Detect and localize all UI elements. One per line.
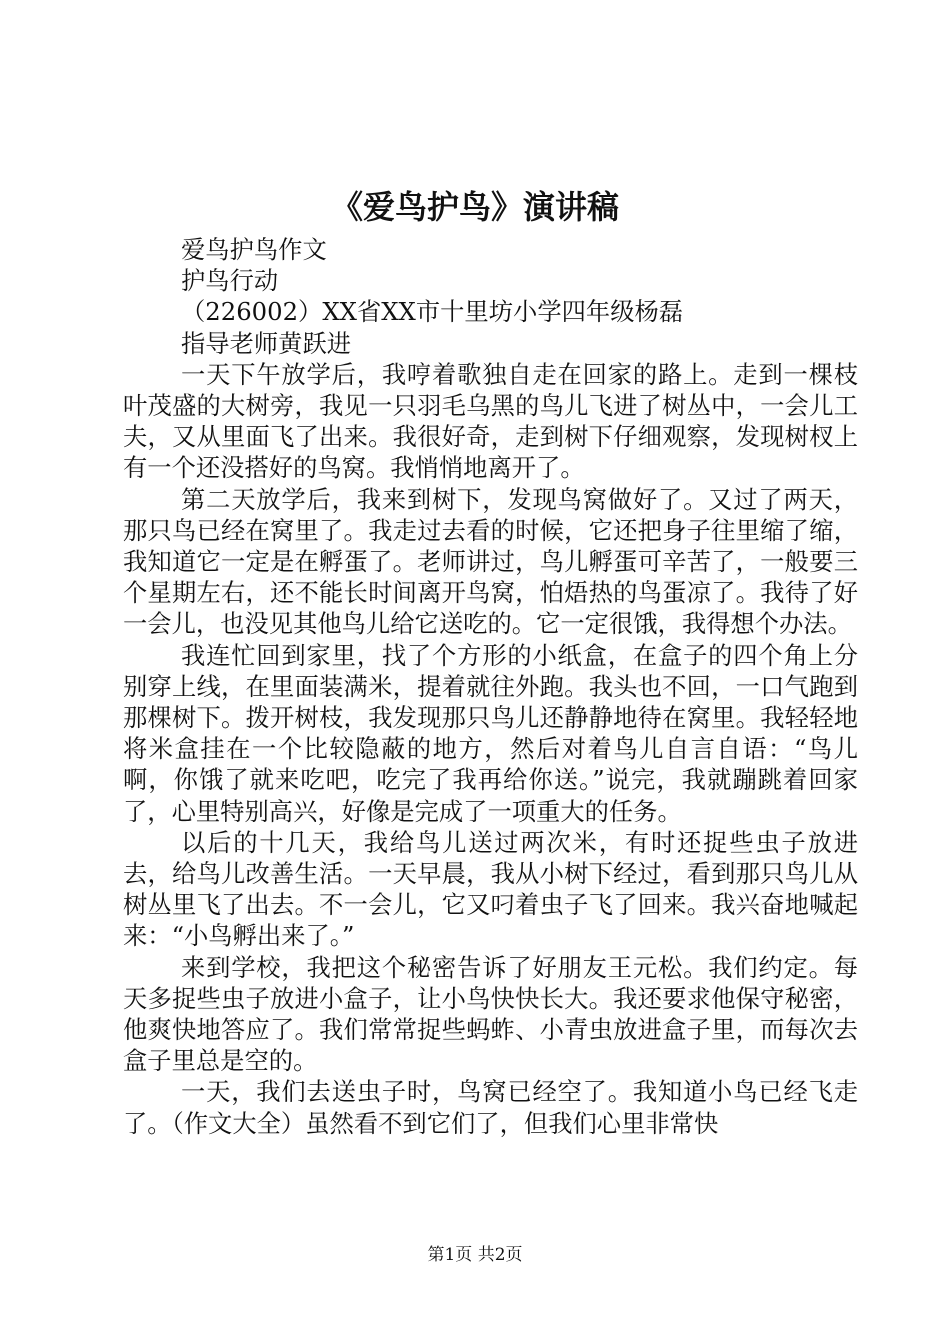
teacher-line: 指导老师黄跃进	[181, 328, 352, 358]
subtitle-line: 爱鸟护鸟作文	[181, 235, 327, 264]
page-number: 第1页 共2页	[427, 1245, 523, 1265]
body-paragraph: 来到学校，我把这个秘密告诉了好朋友王元松。我们约定。每天多捉些虫子放进小盒子，让小鸟快快长大。我还要求他保守秘密，他爽快地答应了。我们常常捉些蚂蚱、小青虫放进盒子里，而每次去盒子里总是空的。	[123, 952, 858, 1076]
document-body	[123, 234, 858, 1139]
author-line: （226002）XX省XX市十里坊小学四年级杨磊	[181, 297, 684, 327]
body-paragraph: 一天下午放学后，我哼着歌独自走在回家的路上。走到一棵枝叶茂盛的大树旁，我见一只羽毛乌黑的鸟儿飞进了树丛中，一会儿工夫，又从里面飞了出来。我很好奇，走到树下仔细观察，发现树杈上有一个还没搭好的鸟窝。我悄悄地离开了。	[123, 359, 858, 483]
body-paragraph: 我连忙回到家里，找了个方形的小纸盒，在盒子的四个角上分别穿上线，在里面装满米，提着就往外跑。我头也不回，一口气跑到那棵树下。拨开树枝，我发现那只鸟儿还静静地待在窝里。我轻轻地将米盒挂在一个比较隐蔽的地方，然后对着鸟儿自言自语：“鸟儿啊，你饿了就来吃吧，吃完了我再给你送。”说完，我就蹦跳着回家了，心里特别高兴，好像是完成了一项重大的任务。	[123, 640, 858, 826]
body-paragraph: 第二天放学后，我来到树下，发现鸟窝做好了。又过了两天，那只鸟已经在窝里了。我走过去看的时候，它还把身子往里缩了缩，我知道它一定是在孵蛋了。老师讲过，鸟儿孵蛋可辛苦了，一般要三个星期左右，还不能长时间离开鸟窝，怕焐热的鸟蛋凉了。我待了好一会儿，也没见其他鸟儿给它送吃的。它一定很饿，我得想个办法。	[123, 484, 858, 639]
subtitle-line: 护鸟行动	[181, 266, 279, 296]
document-title: 《爱鸟护鸟》演讲稿	[330, 188, 619, 226]
body-paragraph: 以后的十几天，我给鸟儿送过两次米，有时还捉些虫子放进去，给鸟儿改善生活。一天早晨，我从小树下经过，看到那只鸟儿从树丛里飞了出去。不一会儿，它又叼着虫子飞了回来。我兴奋地喊起来：“小鸟孵出来了。”	[123, 827, 858, 951]
body-paragraph: 一天，我们去送虫子时，鸟窝已经空了。我知道小鸟已经飞走了。（作文大全）虽然看不到它们了，但我们心里非常快	[123, 1077, 858, 1138]
